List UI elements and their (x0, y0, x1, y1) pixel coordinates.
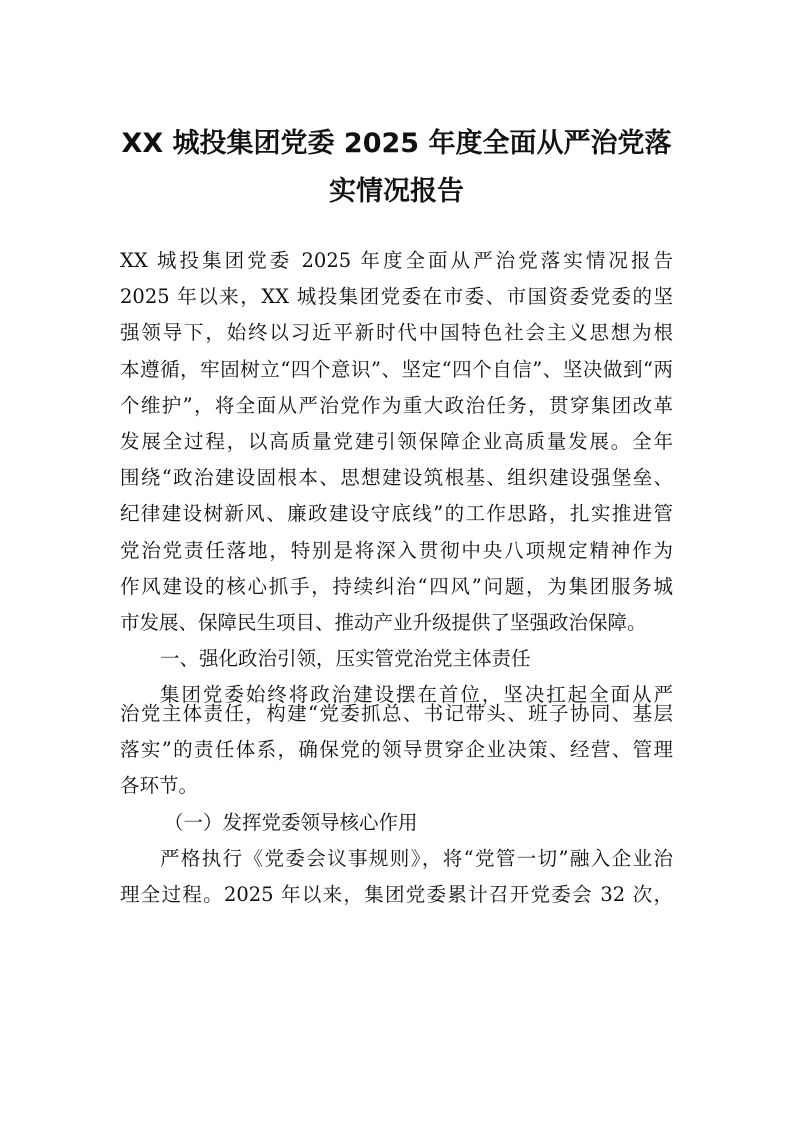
body-line: 集团党委始终将政治建设摆在首位，坚决扛起全面从严 (160, 683, 673, 707)
body-line: 严格执行《党委会议事规则》，将“党管一切”融入企业治 (160, 846, 673, 870)
body-line: 治党主体责任，构建“党委抓总、书记带头、班子协同、基层 (120, 702, 673, 725)
document-body-section (120, 696, 673, 913)
body-line: 市发展、保障民生项目、推动产业升级提供了坚强政治保障。 (120, 610, 647, 634)
body-line: 纪律建设树新风、廉政建设守底线”的工作思路，扎实推进管 (120, 502, 673, 526)
body-line: 围绕“政治建设固根本、思想建设筑根基、组织建设强堡垒、 (120, 466, 673, 490)
body-line: XX 城投集团党委 2025 年度全面从严治党落实情况报告 (120, 249, 673, 272)
subsection-heading: （一）发挥党委领导核心作用 (164, 810, 418, 834)
document-title-line-2: 实情况报告 (329, 176, 464, 207)
body-line: 作风建设的核心抓手，持续纠治“四风”问题，为集团服务城 (120, 574, 673, 598)
body-line: 2025 年以来，XX 城投集团党委在市委、市国资委党委的坚 (120, 285, 673, 309)
body-line: 党治党责任落地，特别是将深入贯彻中央八项规定精神作为 (120, 538, 673, 562)
body-line: 理全过程。2025 年以来，集团党委累计召开党委会 32 次， (120, 882, 673, 906)
body-line: 个维护”，将全面从严治党作为重大政治任务，贯穿集团改革 (120, 393, 673, 417)
body-line: 本遵循，牢固树立“四个意识”、坚定“四个自信”、坚决做到“两 (120, 357, 673, 381)
document-body-intro (120, 243, 673, 713)
document-title-line-1: XX 城投集团党委 2025 年度全面从严治党落 (121, 128, 672, 159)
body-line: 落实”的责任体系，确保党的领导贯穿企业决策、经营、管理 (120, 738, 673, 762)
body-line: 发展全过程，以高质量党建引领保障企业高质量发展。全年 (120, 429, 673, 453)
body-line: 各环节。 (120, 774, 199, 798)
section-heading: 一、强化政治引领，压实管党治党主体责任 (160, 647, 531, 671)
body-line: 强领导下，始终以习近平新时代中国特色社会主义思想为根 (120, 321, 673, 345)
